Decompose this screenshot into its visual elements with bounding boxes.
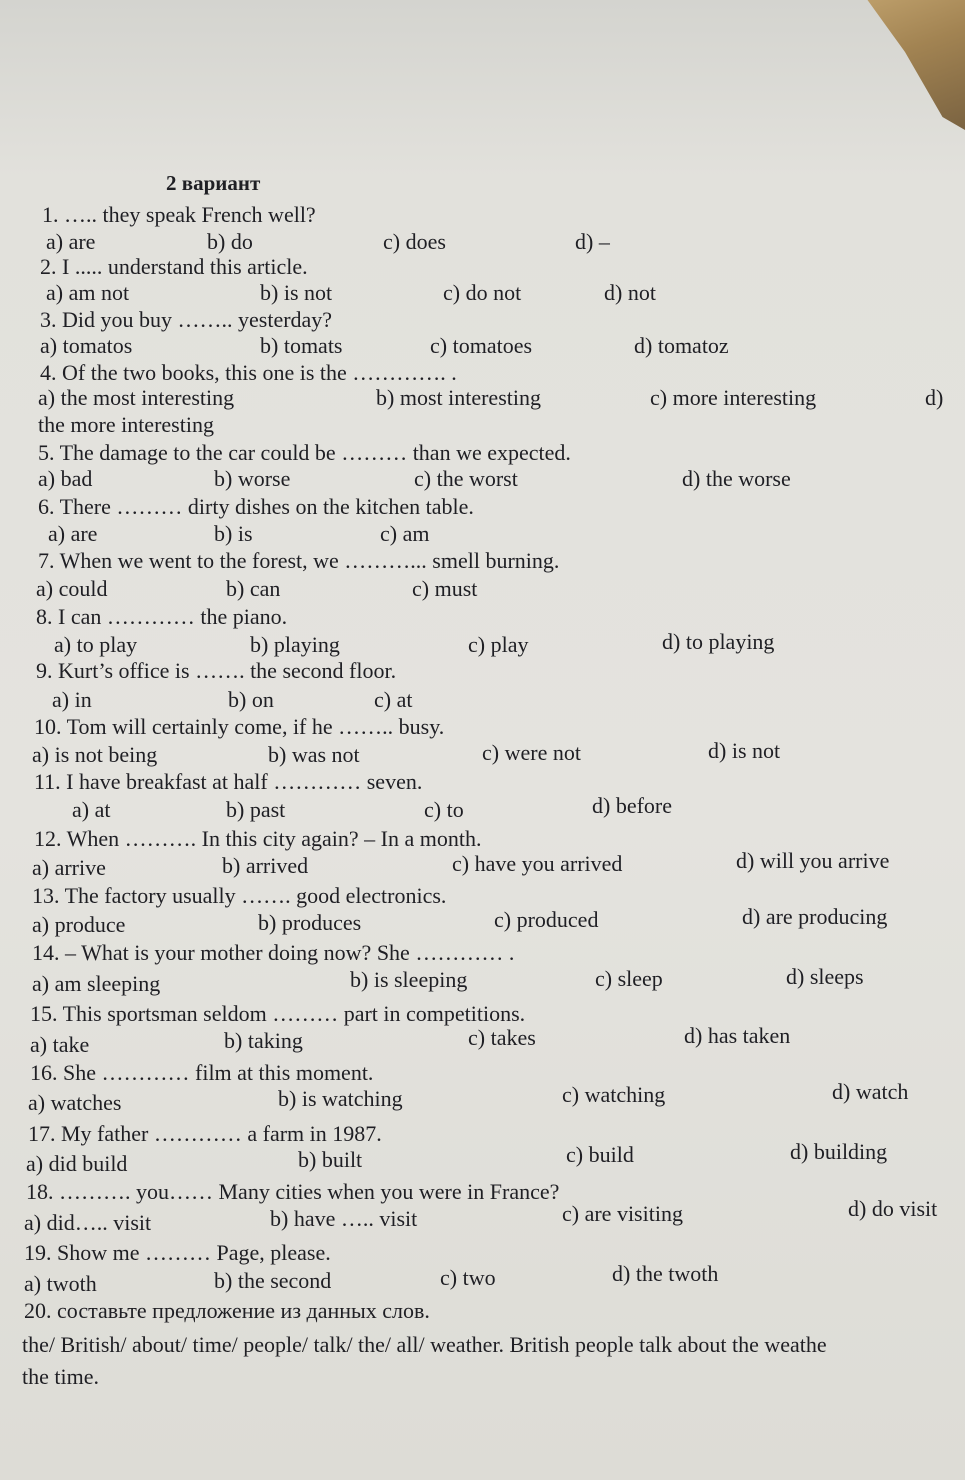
- q5-option-d: d) the worse: [682, 466, 791, 491]
- q13-option-d: d) are producing: [742, 904, 888, 929]
- q7-option-b: b) can: [226, 576, 281, 601]
- q19-option-b: b) the second: [214, 1268, 332, 1293]
- q9-option-b: b) on: [228, 687, 274, 712]
- question-15-stem: 15. This sportsman seldom ……… part in competitions.: [30, 1001, 526, 1026]
- q19-option-d: d) the twoth: [612, 1261, 719, 1286]
- question-1-stem: 1. ….. they speak French well?: [42, 202, 316, 227]
- q15-option-d: d) has taken: [684, 1023, 791, 1048]
- q19-option-c: c) two: [440, 1265, 496, 1290]
- q9-option-c: c) at: [374, 687, 413, 712]
- q15-option-b: b) taking: [224, 1028, 303, 1053]
- question-13-stem: 13. The factory usually ……. good electronics.: [32, 883, 447, 908]
- q12-option-c: c) have you arrived: [452, 851, 623, 876]
- q15-option-a: a) take: [30, 1032, 90, 1057]
- q3-option-c: c) tomatoes: [430, 333, 533, 358]
- q1-option-b: b) do: [207, 229, 253, 254]
- q16-option-d: d) watch: [832, 1079, 909, 1104]
- q16-option-c: c) watching: [562, 1082, 666, 1107]
- q13-option-b: b) produces: [258, 910, 362, 935]
- q6-option-a: a) are: [48, 521, 98, 546]
- q18-option-d: d) do visit: [848, 1196, 938, 1221]
- question-2-stem: 2. I ..... understand this article.: [40, 254, 308, 279]
- variant-title: 2 вариант: [166, 171, 261, 195]
- question-19-stem: 19. Show me ……… Page, please.: [24, 1240, 331, 1265]
- task-20-stem: 20. составьте предложение из данных слов.: [24, 1298, 430, 1323]
- q2-option-a: a) am not: [46, 280, 130, 305]
- q5-option-b: b) worse: [214, 466, 291, 491]
- q12-option-b: b) arrived: [222, 853, 309, 878]
- q17-option-d: d) building: [790, 1139, 888, 1164]
- q11-option-b: b) past: [226, 797, 286, 822]
- q10-option-a: a) is not being: [32, 742, 158, 767]
- q18-option-a: a) did….. visit: [24, 1210, 152, 1235]
- q3-option-d: d) tomatoz: [634, 333, 729, 358]
- q8-option-c: c) play: [468, 632, 529, 657]
- question-8-stem: 8. I can ………… the piano.: [36, 604, 288, 629]
- q1-option-d: d) –: [575, 229, 610, 254]
- q2-option-c: c) do not: [443, 280, 522, 305]
- q10-option-b: b) was not: [268, 742, 360, 767]
- q17-option-c: c) build: [566, 1142, 634, 1167]
- q19-option-a: a) twoth: [24, 1271, 97, 1296]
- q7-option-c: c) must: [412, 576, 478, 601]
- q11-option-a: a) at: [72, 797, 111, 822]
- q11-option-d: d) before: [592, 793, 673, 818]
- q6-option-c: c) am: [380, 521, 430, 546]
- q14-option-d: d) sleeps: [786, 964, 864, 989]
- question-12-stem: 12. When ………. In this city again? – In a month.: [34, 826, 482, 851]
- q17-option-b: b) built: [298, 1147, 363, 1172]
- q5-option-a: a) bad: [38, 466, 93, 491]
- q2-option-b: b) is not: [260, 280, 333, 305]
- q8-option-d: d) to playing: [662, 629, 775, 654]
- q4-option-d-continuation: the more interesting: [38, 412, 214, 437]
- question-4-stem: 4. Of the two books, this one is the …………. .: [40, 360, 457, 385]
- q9-option-a: a) in: [52, 687, 92, 712]
- q14-option-c: c) sleep: [595, 966, 663, 991]
- q18-option-c: c) are visiting: [562, 1201, 683, 1226]
- question-18-stem: 18. ………. you…… Many cities when you were in France?: [26, 1179, 560, 1204]
- q4-option-d: d): [925, 385, 944, 410]
- q12-option-a: a) arrive: [32, 855, 106, 880]
- q3-option-a: a) tomatos: [40, 333, 133, 358]
- question-10-stem: 10. Tom will certainly come, if he …….. busy.: [34, 714, 445, 739]
- question-14-stem: 14. – What is your mother doing now? She ………… .: [32, 940, 515, 965]
- question-6-stem: 6. There ……… dirty dishes on the kitchen table.: [38, 494, 474, 519]
- q8-option-b: b) playing: [250, 632, 340, 657]
- question-9-stem: 9. Kurt’s office is ……. the second floor.: [36, 658, 397, 683]
- q13-option-a: a) produce: [32, 912, 126, 937]
- q1-option-a: a) are: [46, 229, 96, 254]
- q12-option-d: d) will you arrive: [736, 848, 890, 873]
- q4-option-b: b) most interesting: [376, 385, 541, 410]
- q15-option-c: c) takes: [468, 1025, 536, 1050]
- task-20-answer-continuation: the time.: [22, 1364, 99, 1389]
- q5-option-c: c) the worst: [414, 466, 518, 491]
- q10-option-d: d) is not: [708, 738, 781, 763]
- q16-option-a: a) watches: [28, 1090, 122, 1115]
- question-3-stem: 3. Did you buy …….. yesterday?: [40, 307, 333, 332]
- question-16-stem: 16. She ………… film at this moment.: [30, 1060, 374, 1085]
- q4-option-a: a) the most interesting: [38, 385, 235, 410]
- q14-option-a: a) am sleeping: [32, 971, 161, 996]
- q7-option-a: a) could: [36, 576, 108, 601]
- task-20-words-and-answer: the/ British/ about/ time/ people/ talk/ the/ all/ weather. British people talk about the weathe: [22, 1332, 827, 1357]
- question-5-stem: 5. The damage to the car could be ……… than we expected.: [38, 440, 571, 465]
- wooden-table-corner: [815, 0, 965, 130]
- q6-option-b: b) is: [214, 521, 253, 546]
- question-7-stem: 7. When we went to the forest, we ………... smell burning.: [38, 548, 560, 573]
- q4-option-c: c) more interesting: [650, 385, 817, 410]
- q3-option-b: b) tomats: [260, 333, 343, 358]
- q16-option-b: b) is watching: [278, 1086, 403, 1111]
- q13-option-c: c) produced: [494, 907, 599, 932]
- q8-option-a: a) to play: [54, 632, 138, 657]
- question-17-stem: 17. My father ………… a farm in 1987.: [28, 1121, 382, 1146]
- q10-option-c: c) were not: [482, 740, 581, 765]
- q2-option-d: d) not: [604, 280, 656, 305]
- q18-option-b: b) have ….. visit: [270, 1206, 418, 1231]
- q1-option-c: c) does: [383, 229, 446, 254]
- q17-option-a: a) did build: [26, 1151, 128, 1176]
- question-11-stem: 11. I have breakfast at half ………… seven.: [34, 769, 423, 794]
- q14-option-b: b) is sleeping: [350, 967, 468, 992]
- q11-option-c: c) to: [424, 797, 464, 822]
